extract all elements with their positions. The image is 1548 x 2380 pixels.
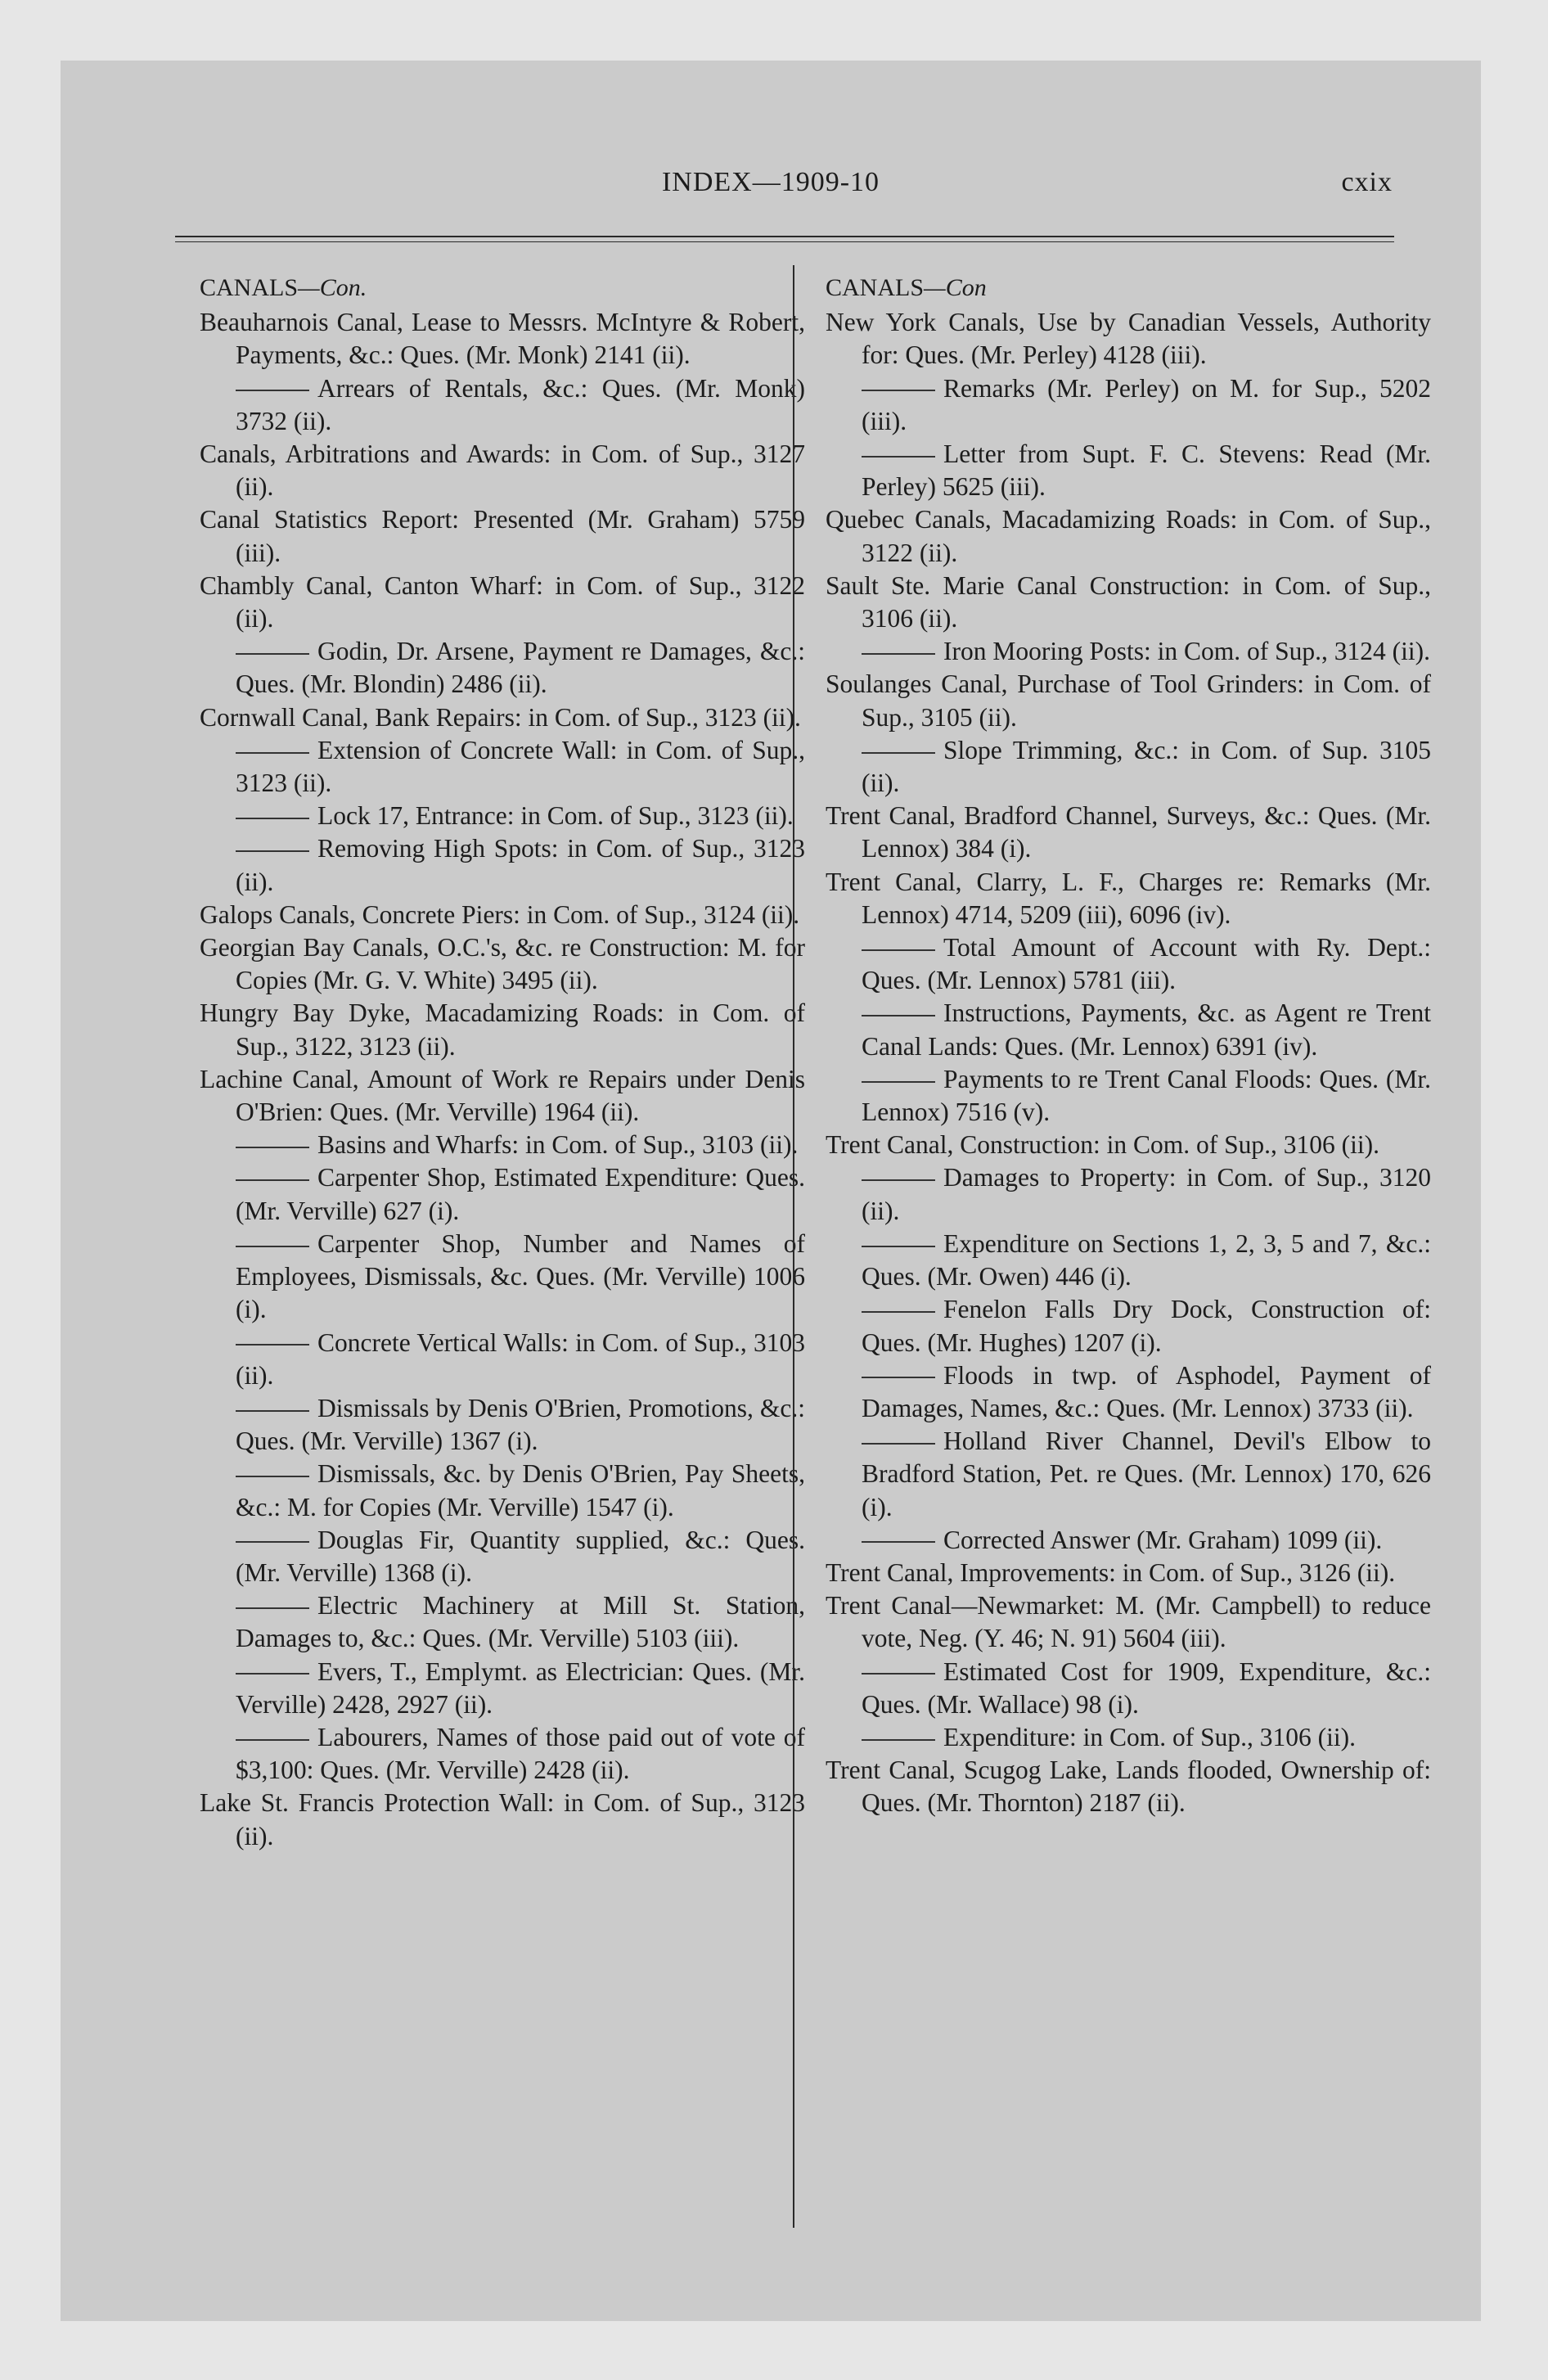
index-subentry: Dismissals by Denis O'Brien, Promotions, &c.: Ques. (Mr. Verville) 1367 (i). xyxy=(200,1392,805,1458)
header-rule-bottom xyxy=(175,241,1394,242)
left-heading-suffix: —Con. xyxy=(298,274,367,301)
left-column-heading xyxy=(200,272,805,304)
index-entry: Georgian Bay Canals, O.C.'s, &c. re Construction: M. for Copies (Mr. G. V. White) 3495 (ii). xyxy=(200,933,805,995)
index-entry: Sault Ste. Marie Canal Construction: in Com. of Sup., 3106 (ii). xyxy=(826,570,1431,633)
index-entry: Soulanges Canal, Purchase of Tool Grinders: in Com. of Sup., 3105 (ii). xyxy=(826,669,1431,732)
index-subentry: Damages to Property: in Com. of Sup., 3120 (ii). xyxy=(826,1161,1431,1227)
index-subentry: Extension of Concrete Wall: in Com. of Sup., 3123 (ii). xyxy=(200,734,805,800)
index-subentry: Estimated Cost for 1909, Expenditure, &c.: Ques. (Mr. Wallace) 98 (i). xyxy=(826,1656,1431,1721)
index-entry: Quebec Canals, Macadamizing Roads: in Com. of Sup., 3122 (ii). xyxy=(826,505,1431,567)
index-subentry: Concrete Vertical Walls: in Com. of Sup., 3103 (ii). xyxy=(200,1327,805,1392)
index-subentry: Letter from Supt. F. C. Stevens: Read (Mr. Perley) 5625 (iii). xyxy=(826,438,1431,503)
index-subentry: Removing High Spots: in Com. of Sup., 3123 (ii). xyxy=(200,832,805,898)
index-subentry: Slope Trimming, &c.: in Com. of Sup. 3105 (ii). xyxy=(826,734,1431,800)
index-subentry: Expenditure: in Com. of Sup., 3106 (ii). xyxy=(826,1721,1431,1754)
index-subentry: Fenelon Falls Dry Dock, Construction of: Ques. (Mr. Hughes) 1207 (i). xyxy=(826,1293,1431,1359)
index-entry: Trent Canal, Scugog Lake, Lands flooded, Ownership of: Ques. (Mr. Thornton) 2187 (ii). xyxy=(826,1756,1431,1818)
index-subentry: Electric Machinery at Mill St. Station, Damages to, &c.: Ques. (Mr. Verville) 5103 (iii). xyxy=(200,1589,805,1655)
index-subentry: Payments to re Trent Canal Floods: Ques. (Mr. Lennox) 7516 (v). xyxy=(826,1063,1431,1129)
index-entry: Trent Canal, Construction: in Com. of Sup., 3106 (ii). xyxy=(826,1130,1379,1160)
index-entry: Lake St. Francis Protection Wall: in Com. of Sup., 3123 (ii). xyxy=(200,1788,805,1850)
index-subentry: Dismissals, &c. by Denis O'Brien, Pay Sheets, &c.: M. for Copies (Mr. Verville) 1547 (i). xyxy=(200,1458,805,1523)
index-subentry: Floods in twp. of Asphodel, Payment of Damages, Names, &c.: Ques. (Mr. Lennox) 3733 (ii). xyxy=(826,1359,1431,1425)
index-subentry: Labourers, Names of those paid out of vote of $3,100: Ques. (Mr. Verville) 2428 (ii). xyxy=(200,1721,805,1787)
index-entry: Hungry Bay Dyke, Macadamizing Roads: in Com. of Sup., 3122, 3123 (ii). xyxy=(200,998,805,1061)
index-subentry: Corrected Answer (Mr. Graham) 1099 (ii). xyxy=(826,1524,1431,1557)
right-heading-text: CANALS xyxy=(826,274,925,301)
right-heading-suffix: —Con xyxy=(924,274,987,301)
index-entry: Canal Statistics Report: Presented (Mr. Graham) 5759 (iii). xyxy=(200,505,805,567)
index-entry: Lachine Canal, Amount of Work re Repairs under Denis O'Brien: Ques. (Mr. Verville) 1964 (ii). xyxy=(200,1064,805,1127)
index-entry: Trent Canal, Improvements: in Com. of Sup., 3126 (ii). xyxy=(826,1557,1396,1587)
index-subentry: Total Amount of Account with Ry. Dept.: Ques. (Mr. Lennox) 5781 (iii). xyxy=(826,931,1431,997)
header-rule xyxy=(175,236,1394,242)
column-divider xyxy=(793,265,794,2228)
running-title: INDEX—1909-10 xyxy=(661,167,880,197)
index-entry: Trent Canal—Newmarket: M. (Mr. Campbell) to reduce vote, Neg. (Y. 46; N. 91) 5604 (iii). xyxy=(826,1591,1431,1653)
index-subentry: Godin, Dr. Arsene, Payment re Damages, &c.: Ques. (Mr. Blondin) 2486 (ii). xyxy=(200,635,805,701)
index-subentry: Lock 17, Entrance: in Com. of Sup., 3123 (ii). xyxy=(200,800,805,832)
index-subentry: Remarks (Mr. Perley) on M. for Sup., 5202 (iii). xyxy=(826,372,1431,438)
index-entry: New York Canals, Use by Canadian Vessels, Authority for: Ques. (Mr. Perley) 4128 (iii). xyxy=(826,308,1431,370)
header-rule-top xyxy=(175,236,1394,237)
page-number: cxix xyxy=(1341,167,1393,197)
left-entries xyxy=(200,306,805,1853)
index-entry: Trent Canal, Bradford Channel, Surveys, &c.: Ques. (Mr. Lennox) 384 (i). xyxy=(826,801,1431,863)
index-subentry: Douglas Fir, Quantity supplied, &c.: Ques. (Mr. Verville) 1368 (i). xyxy=(200,1524,805,1589)
index-subentry: Evers, T., Emplymt. as Electrician: Ques. (Mr. Verville) 2428, 2927 (ii). xyxy=(200,1656,805,1721)
index-page xyxy=(61,61,1481,2321)
index-entry: Chambly Canal, Canton Wharf: in Com. of Sup., 3122 (ii). xyxy=(200,570,805,633)
index-entry: Canals, Arbitrations and Awards: in Com. of Sup., 3127 (ii). xyxy=(200,439,805,502)
index-subentry: Arrears of Rentals, &c.: Ques. (Mr. Monk) 3732 (ii). xyxy=(200,372,805,438)
index-subentry: Carpenter Shop, Number and Names of Employees, Dismissals, &c. Ques. (Mr. Verville) 1006 (i). xyxy=(200,1228,805,1327)
index-subentry: Holland River Channel, Devil's Elbow to Bradford Station, Pet. re Ques. (Mr. Lennox) 170, 626 (i). xyxy=(826,1425,1431,1524)
left-column xyxy=(200,272,805,1853)
index-subentry: Iron Mooring Posts: in Com. of Sup., 3124 (ii). xyxy=(826,635,1431,668)
index-entry: Beauharnois Canal, Lease to Messrs. McIntyre & Robert, Payments, &c.: Ques. (Mr. Monk) 2141 (ii). xyxy=(200,308,805,370)
index-subentry: Expenditure on Sections 1, 2, 3, 5 and 7, &c.: Ques. (Mr. Owen) 446 (i). xyxy=(826,1228,1431,1293)
index-subentry: Basins and Wharfs: in Com. of Sup., 3103 (ii). xyxy=(200,1129,805,1161)
index-subentry: Instructions, Payments, &c. as Agent re Trent Canal Lands: Ques. (Mr. Lennox) 6391 (iv). xyxy=(826,997,1431,1062)
index-entry: Trent Canal, Clarry, L. F., Charges re: Remarks (Mr. Lennox) 4714, 5209 (iii), 6096 (iv). xyxy=(826,867,1431,929)
right-column xyxy=(826,272,1431,1820)
index-subentry: Carpenter Shop, Estimated Expenditure: Ques. (Mr. Verville) 627 (i). xyxy=(200,1161,805,1227)
index-entry: Galops Canals, Concrete Piers: in Com. of Sup., 3124 (ii). xyxy=(200,899,800,929)
index-entry: Cornwall Canal, Bank Repairs: in Com. of Sup., 3123 (ii). xyxy=(200,702,801,732)
right-column-heading xyxy=(826,272,1431,304)
left-heading-text: CANALS xyxy=(200,274,299,301)
right-entries xyxy=(826,306,1431,1819)
